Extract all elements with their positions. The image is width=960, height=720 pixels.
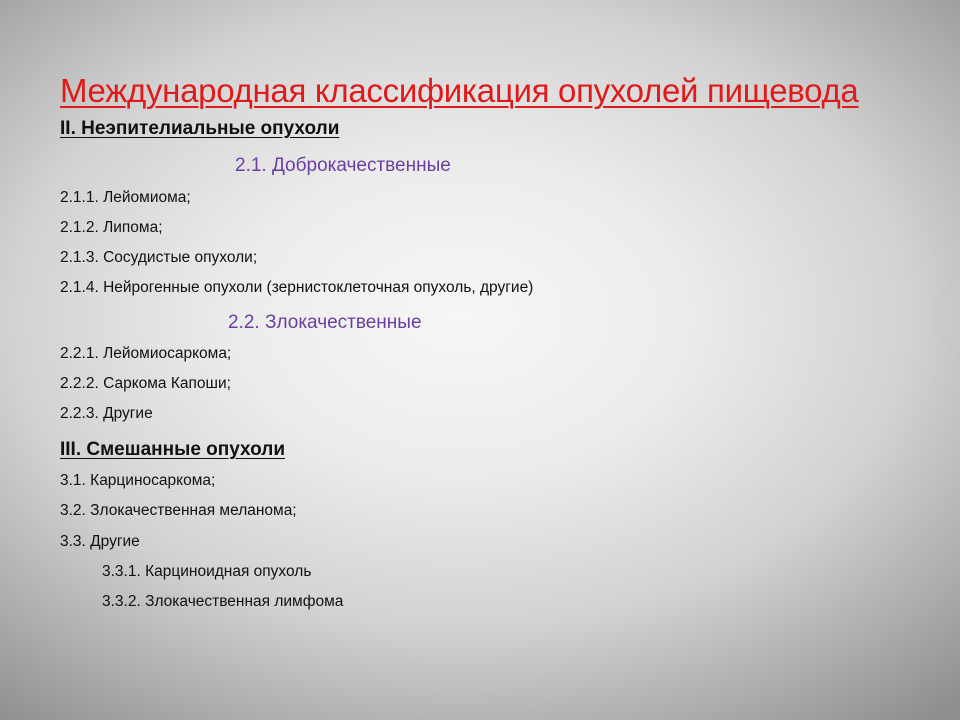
benign-item-1: 2.1.1. Лейомиома;: [60, 189, 191, 206]
mixed-item-3: 3.3. Другие: [60, 533, 140, 550]
benign-item-2: 2.1.2. Липома;: [60, 219, 163, 236]
mixed-item-2: 3.2. Злокачественная меланома;: [60, 502, 297, 519]
mixed-subitem-2: 3.3.2. Злокачественная лимфома: [102, 593, 344, 610]
malignant-item-2: 2.2.2. Саркома Капоши;: [60, 375, 231, 392]
section-2-separator: .: [70, 118, 82, 139]
malignant-item-1: 2.2.1. Лейомиосаркома;: [60, 345, 232, 362]
section-3-heading: III. Смешанные опухоли: [60, 439, 286, 460]
section-2-number: II: [60, 118, 71, 139]
section-2-heading: [60, 118, 339, 140]
benign-item-4: 2.1.4. Нейрогенные опухоли (зернистоклеточная опухоль, другие): [60, 279, 534, 296]
mixed-subitem-1: 3.3.1. Карциноидная опухоль: [102, 563, 312, 580]
benign-item-3: 2.1.3. Сосудистые опухоли;: [60, 249, 258, 266]
malignant-item-3: 2.2.3. Другие: [60, 405, 153, 422]
section-2-label: Неэпителиальные опухоли: [81, 118, 340, 139]
mixed-item-1: 3.1. Карциносаркома;: [60, 472, 216, 489]
malignant-heading: 2.2. Злокачественные: [228, 312, 422, 333]
slide-title: Международная классификация опухолей пищевода: [60, 72, 859, 109]
benign-heading: 2.1. Доброкачественные: [235, 155, 451, 176]
